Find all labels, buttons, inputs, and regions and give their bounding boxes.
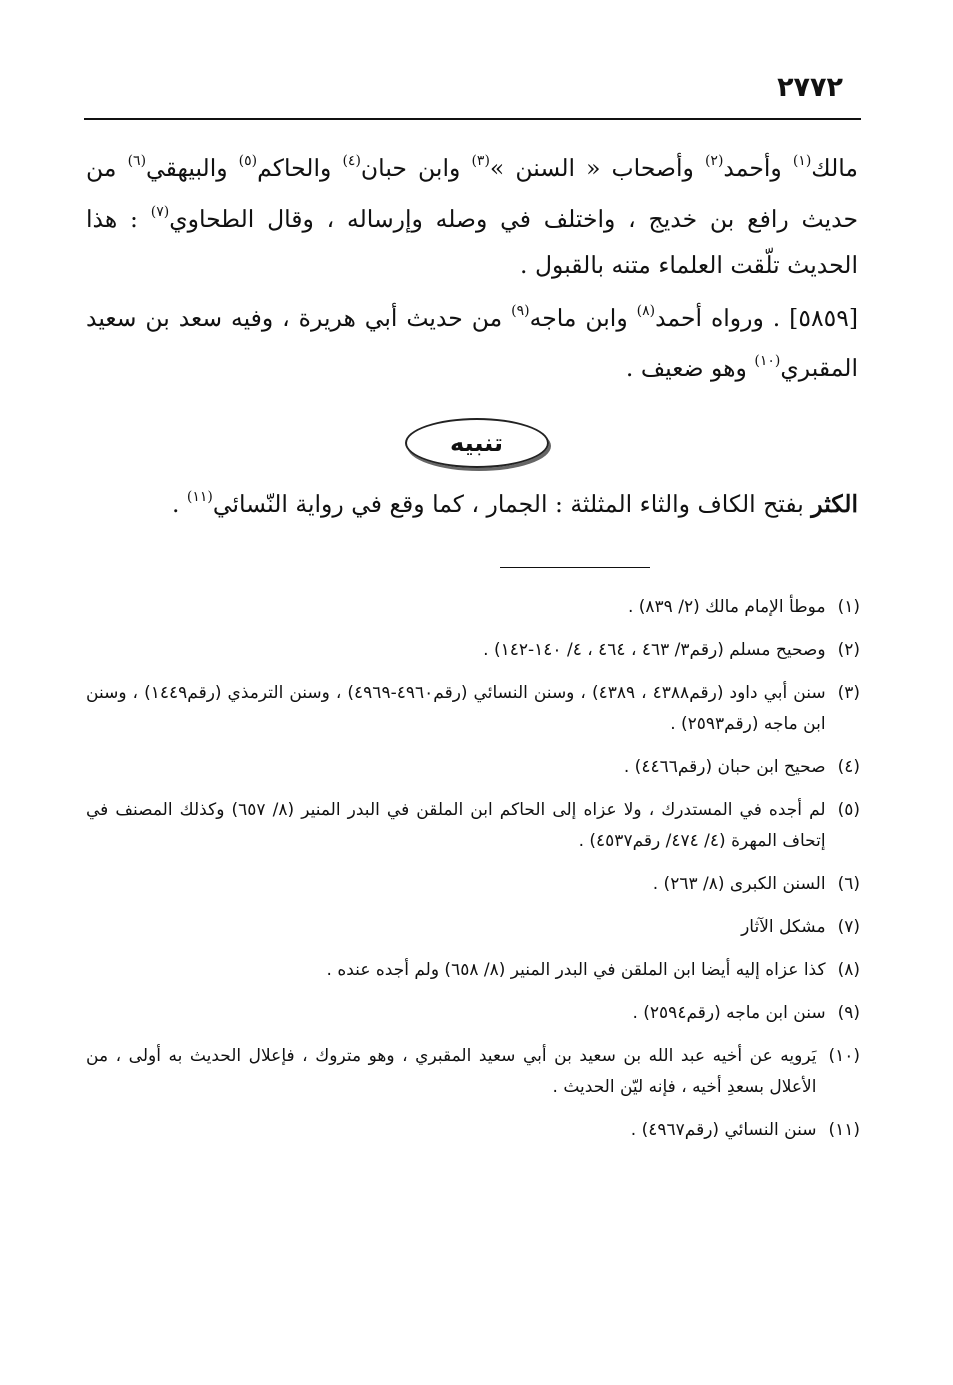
footnote-number: (١١) bbox=[828, 1120, 860, 1140]
footnote-item bbox=[86, 752, 860, 783]
page-number: ٢٧٧٢ bbox=[777, 72, 843, 103]
footnote-item bbox=[86, 635, 860, 666]
footnote-number: (٨) bbox=[837, 960, 860, 980]
main-text bbox=[86, 140, 858, 391]
text-run: والحاكم bbox=[257, 153, 343, 182]
footnote-number: (١٠) bbox=[828, 1046, 860, 1066]
footnote-number: (٥) bbox=[837, 800, 860, 820]
footnote-text: سنن النسائي (رقم٤٩٦٧) . bbox=[630, 1120, 817, 1140]
tanbih-note bbox=[86, 476, 858, 527]
header-divider bbox=[84, 118, 861, 120]
footnote-item bbox=[86, 955, 860, 986]
footnote-number: (١) bbox=[837, 597, 860, 617]
footnote-item bbox=[86, 912, 860, 943]
footnote-item bbox=[86, 869, 860, 900]
footnote-text: يَرويه عن أخيه عبد الله بن سعيد بن أبي سعيد المقبري ، وهو متروك ، فإعلال الحديث به أولى ، من الأعلال بسعدِ أخيه ، فإنه ليّن الحديث . bbox=[86, 1046, 817, 1097]
text-run: من حديث أبي هريرة ، وفيه سعد بن سعيد المقبري bbox=[86, 303, 858, 383]
footnote-ref: (١٠) bbox=[754, 353, 781, 370]
footnote-divider bbox=[500, 567, 650, 568]
text-run: وأحمد bbox=[723, 153, 793, 182]
footnote-number: (٣) bbox=[837, 683, 860, 703]
note-keyword: الكثر bbox=[811, 489, 858, 518]
footnote-item bbox=[86, 998, 860, 1029]
note-end: . bbox=[171, 489, 187, 518]
footnote-text: وصحيح مسلم (رقم٣/ ٤٦٣ ، ٤٦٤ ، ٤/ ١٤٠-١٤٢) . bbox=[483, 640, 826, 660]
tanbih-heading bbox=[0, 418, 953, 474]
footnote-ref: (١١) bbox=[186, 489, 213, 505]
text-run: من حديث رافع بن خديج ، واختلف في وصله وإرساله ، وقال الطحاوي bbox=[86, 153, 858, 233]
text-run: وهو ضعيف . bbox=[625, 354, 755, 383]
footnote-text: سنن ابن ماجه (رقم٢٥٩٤) . bbox=[632, 1003, 826, 1023]
footnote-item bbox=[86, 795, 860, 857]
footnote-ref: (٩) bbox=[511, 302, 530, 319]
footnote-item bbox=[86, 592, 860, 623]
footnote-text: مشكل الآثار bbox=[741, 917, 826, 937]
footnote-ref: (٦) bbox=[127, 153, 147, 169]
text-run: والبيهقي bbox=[146, 153, 239, 182]
text-run: مالك bbox=[811, 153, 859, 182]
note-text: بفتح الكاف والثاء المثلثة : الجمار ، كما وقع في رواية النّسائي bbox=[212, 489, 812, 518]
footnote-item bbox=[86, 1041, 860, 1103]
text-run: وأصحاب « السنن » bbox=[489, 153, 705, 182]
footnote-number: (٩) bbox=[837, 1003, 860, 1023]
footnote-ref: (٢) bbox=[704, 153, 724, 169]
footnote-ref: (٥) bbox=[238, 153, 258, 169]
footnote-item bbox=[86, 678, 860, 740]
text-run: [٥٨٥٩] . ورواه أحمد bbox=[655, 303, 858, 332]
footnote-item bbox=[86, 1115, 860, 1146]
footnote-text: موطأ الإمام مالك (٢/ ٨٣٩) . bbox=[627, 597, 826, 617]
text-run: وابن حبان bbox=[360, 153, 472, 182]
text-run: وابن ماجه bbox=[529, 303, 637, 332]
tanbih-label: تنبيه bbox=[405, 418, 549, 468]
text-run: : هذا الحديث تلّقت العلماء متنه بالقبول . bbox=[86, 204, 858, 279]
footnote-text: صحيح ابن حبان (رقم٤٤٦٦) . bbox=[623, 757, 826, 777]
footnote-number: (٦) bbox=[837, 874, 860, 894]
footnote-number: (٤) bbox=[837, 757, 860, 777]
footnote-number: (٢) bbox=[837, 640, 860, 660]
footnote-text: لم أجده في المستدرك ، ولا عزاه إلى الحاكم ابن الملقن في البدر المنير (٨/ ٦٥٧) وكذلك المصنف في إتحاف المهرة (٤/ ٤٧٤/ رقم٤٥٣٧) . bbox=[86, 800, 826, 851]
footnote-text: كذا عزاه إليه أيضا ابن الملقن في البدر المنير (٨/ ٦٥٨) ولم أجده عنده . bbox=[326, 960, 826, 980]
footnote-number: (٧) bbox=[837, 917, 860, 937]
footnote-text: سنن أبي داود (رقم٤٣٨٨ ، ٤٣٨٩) ، وسنن النسائي (رقم٤٩٦٠-٤٩٦٩) ، وسنن الترمذي (رقم١٤٤٩) ، وسنن ابن ماجه (رقم٢٥٩٣) . bbox=[86, 683, 826, 734]
footnotes-list bbox=[86, 592, 860, 1158]
footnote-ref: (٤) bbox=[342, 153, 361, 169]
footnote-ref: (١) bbox=[792, 153, 812, 169]
main-paragraph bbox=[86, 140, 858, 288]
footnote-ref: (٣) bbox=[471, 153, 490, 169]
main-paragraph-entry-5859 bbox=[86, 290, 858, 392]
footnote-text: السنن الكبرى (٨/ ٢٦٣) . bbox=[652, 874, 826, 894]
footnote-ref: (٧) bbox=[150, 203, 170, 220]
footnote-ref: (٨) bbox=[636, 302, 656, 319]
